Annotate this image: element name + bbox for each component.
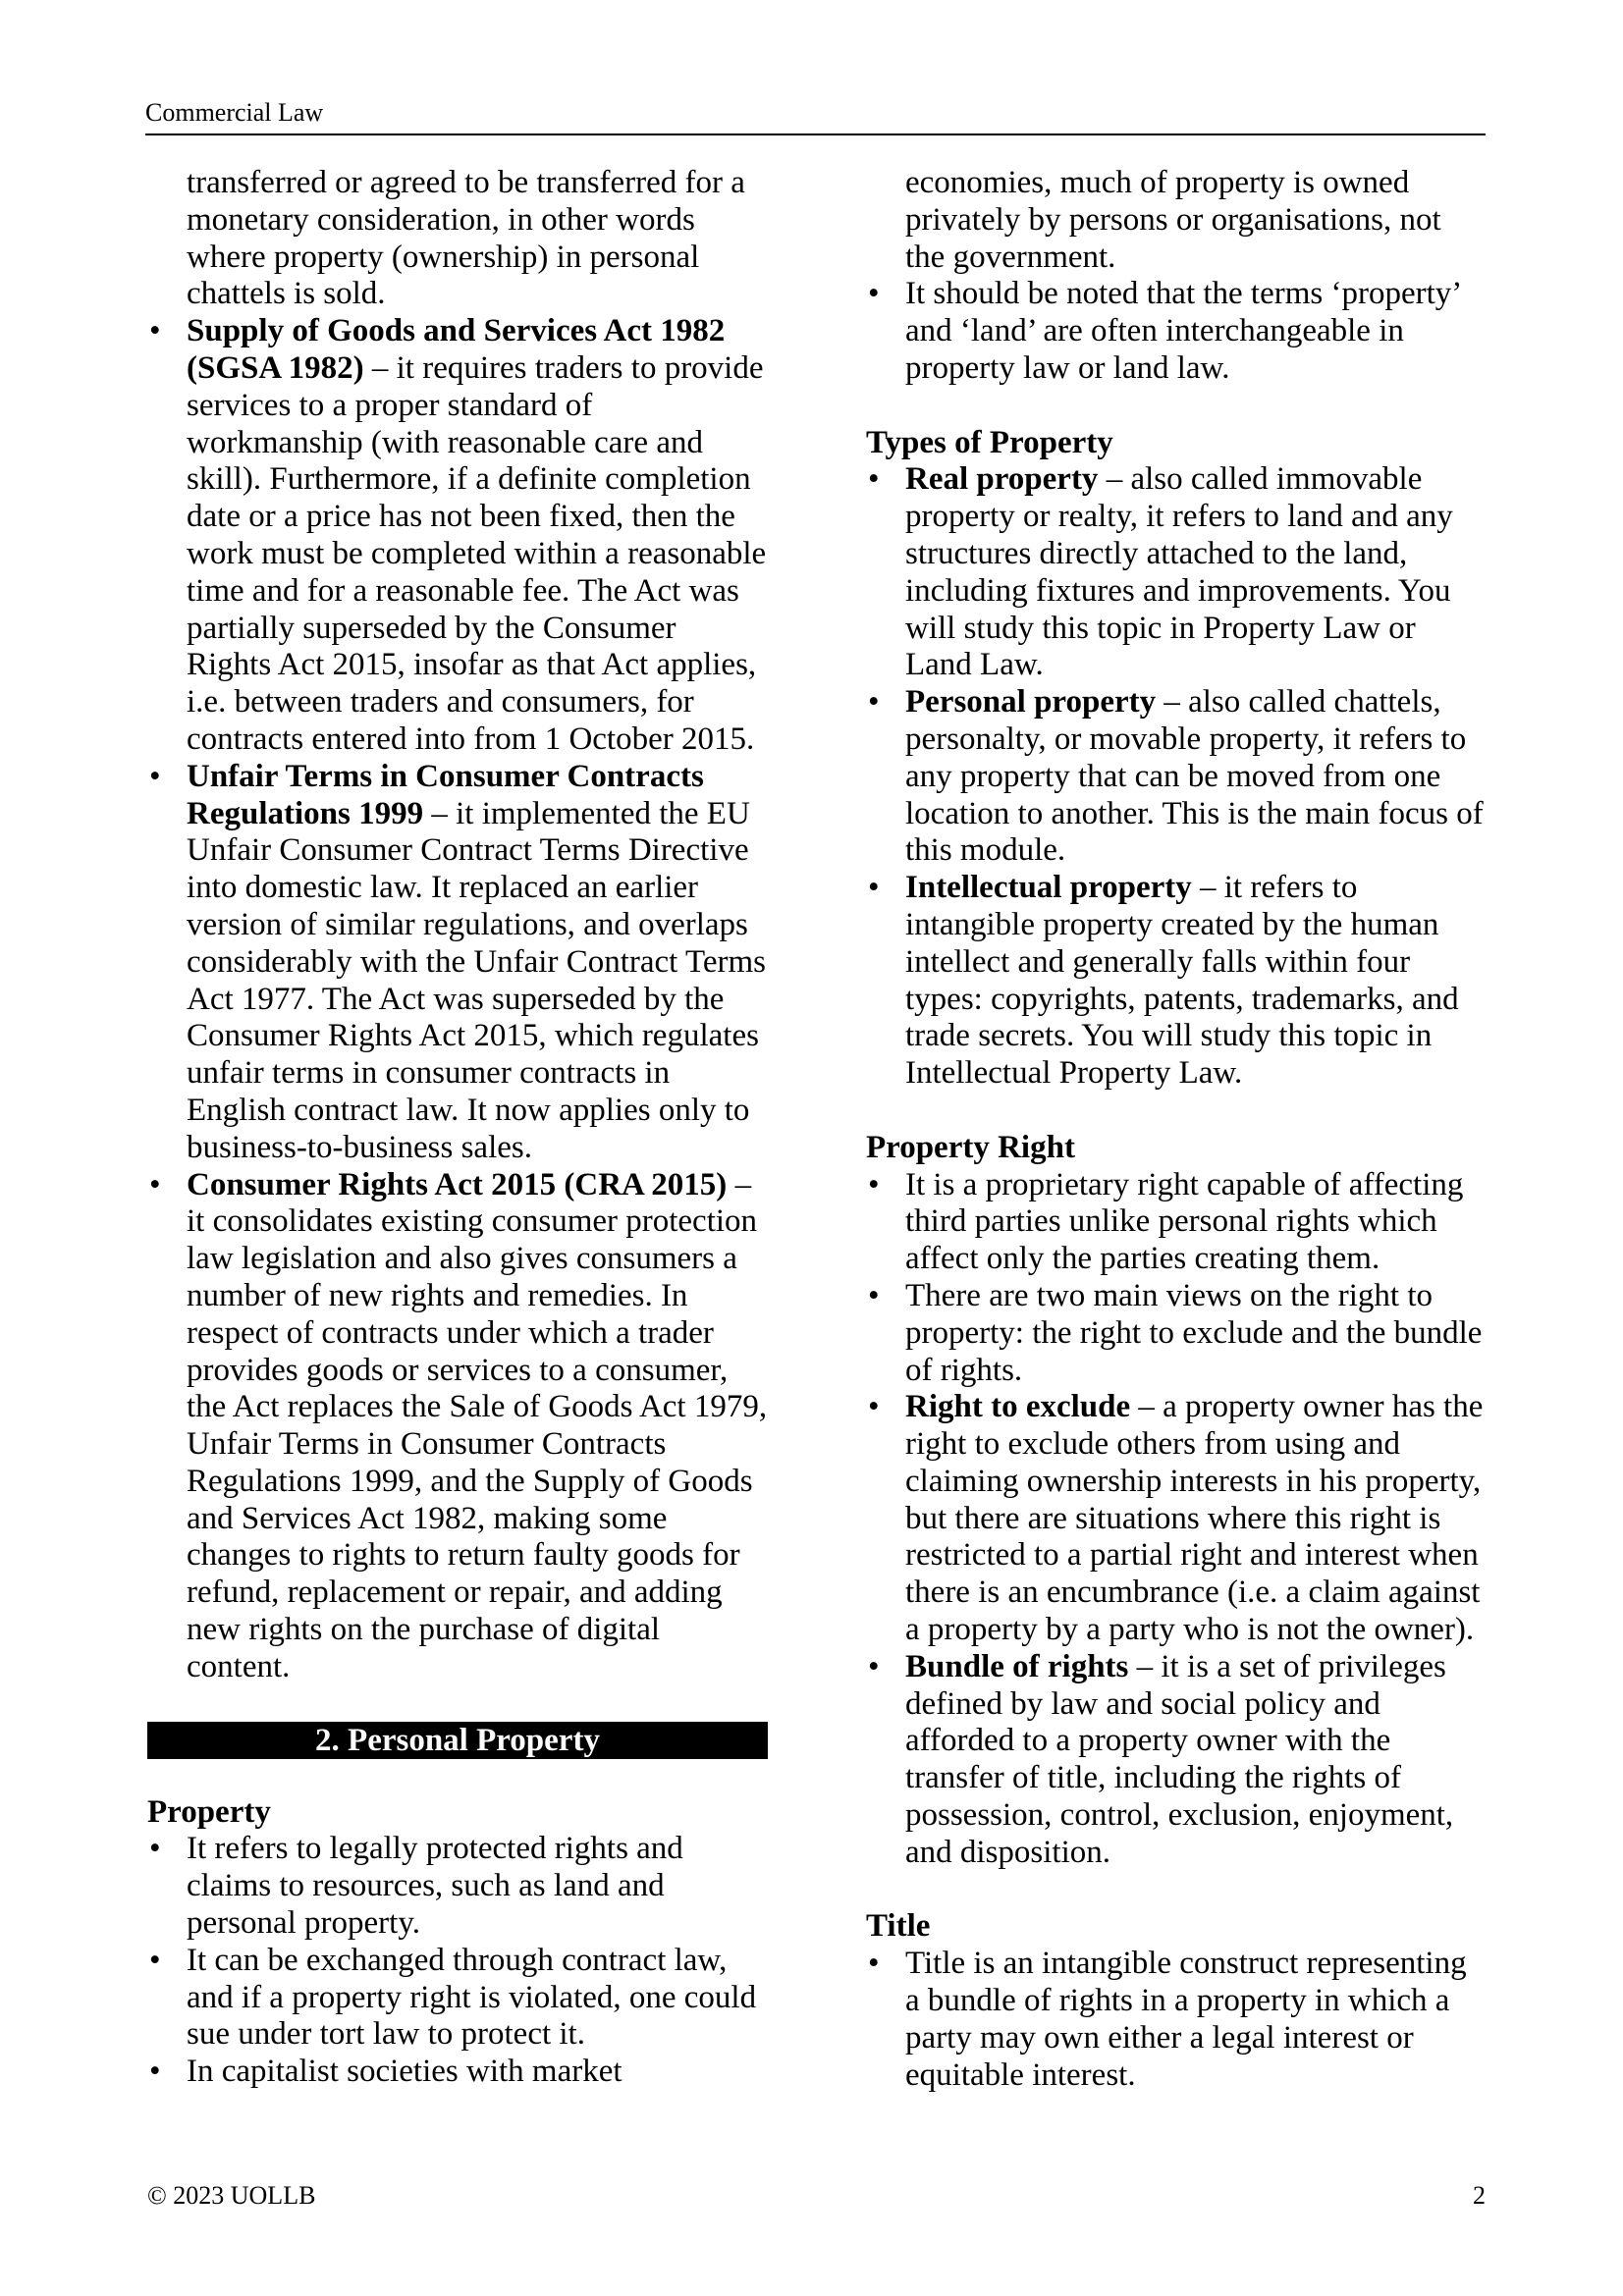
list-item: • In capitalist societies with market xyxy=(147,2054,768,2091)
list-item xyxy=(866,1649,1487,1872)
property-right-heading: Property Right xyxy=(866,1129,1075,1165)
footer-copyright: © 2023 UOLLB xyxy=(147,2181,316,2210)
bullet-term: Supply of Goods and Services Act 1982 (SGSA 1982) xyxy=(187,313,726,386)
property-right-list xyxy=(866,1167,1487,1872)
property-list xyxy=(147,1831,768,2091)
list-item: • It should be noted that the terms ‘property’ and ‘land’ are often interchangeable in property law or land law. xyxy=(866,276,1487,387)
bullet-text: – a property owner has the right to exclude others from using and claiming ownership interests in his property, but there are situations where this right is restricted to a partial right and interest when there is an encumbrance (i.e. a claim against a property by a party who is not the owner). xyxy=(905,1389,1484,1648)
types-of-property-heading: Types of Property xyxy=(866,424,1113,460)
bullet-term: Right to exclude xyxy=(905,1389,1131,1425)
list-item: • It is a proprietary right capable of affecting third parties unlike personal rights which affect only the parties creating them. xyxy=(866,1167,1487,1278)
continuation-paragraph: economies, much of property is owned privately by persons or organisations, not the government. xyxy=(905,165,1441,275)
list-item xyxy=(866,461,1487,684)
property-heading: Property xyxy=(147,1793,271,1830)
bullet-term: Intellectual property xyxy=(905,870,1192,906)
bullet-term: Unfair Terms in Consumer Contracts Regulations 1999 xyxy=(187,758,704,831)
list-item xyxy=(147,1167,768,1686)
bullet-text: – it requires traders to provide services to a proper standard of workmanship (with reasonable care and skill). Furthermore, if a definite completion date or a price has not been fixed, then the work must be completed within a reasonable time and for a reasonable fee. The Act was partially superseded by the Consumer Rights Act 2015, insofar as that Act applies, i.e. between traders and consumers, for contracts entered into from 1 October 2015. xyxy=(187,349,767,757)
list-item xyxy=(147,313,768,759)
bullet-text: – it is a set of privileges defined by law and social policy and afforded to a property owner with the transfer of title, including the rights of possession, control, exclusion, enjoyment, and disposition. xyxy=(905,1648,1454,1870)
list-item xyxy=(866,1389,1487,1649)
list-item: • Title is an intangible construct representing a bundle of rights in a property in which a party may own either a legal interest or equitable interest. xyxy=(866,1946,1487,2094)
header-title: Commercial Law xyxy=(145,98,324,127)
legislation-list xyxy=(147,313,768,1685)
continuation-paragraph: transferred or agreed to be transferred for a monetary consideration, in other words where property (ownership) in personal chattels is sold. xyxy=(187,165,745,312)
page-header xyxy=(145,98,1486,135)
list-item: • It can be exchanged through contract law, and if a property right is violated, one could sue under tort law to protect it. xyxy=(147,1943,768,2054)
bullet-text: – also called chattels, personalty, or movable property, it refers to any property that can be moved from one location to another. This is the main focus of this module. xyxy=(905,684,1484,869)
bullet-text: – also called immovable property or realty, it refers to land and any structures directly attached to the land, including fixtures and improvements. You will study this topic in Property Law or Land Law. xyxy=(905,461,1453,683)
list-item xyxy=(866,684,1487,870)
bullet-term: Consumer Rights Act 2015 (CRA 2015) xyxy=(187,1166,728,1202)
bullet-text: – it refers to intangible property created by the human intellect and generally falls within four types: copyrights, patents, trademarks, and trade secrets. You will study this topic in Intellectual Property Law. xyxy=(905,870,1459,1092)
list-item xyxy=(147,759,768,1167)
section-title-bar: 2. Personal Property xyxy=(147,1722,768,1759)
page-footer xyxy=(147,2181,1486,2211)
title-heading: Title xyxy=(866,1908,931,1945)
page-number: 2 xyxy=(1473,2181,1486,2210)
continuation-list xyxy=(866,276,1487,387)
list-item: • It refers to legally protected rights and claims to resources, such as land and personal property. xyxy=(147,1831,768,1942)
bullet-text: – it implemented the EU Unfair Consumer Contract Terms Directive into domestic law. It replaced an earlier version of similar regulations, and overlaps considerably with the Unfair Contract Terms Act 1977. The Act was superseded by the Consumer Rights Act 2015, which regulates unfair terms in consumer contracts in English contract law. It now applies only to business-to-business sales. xyxy=(187,795,767,1165)
types-list xyxy=(866,461,1487,1093)
right-column xyxy=(866,165,1487,2094)
list-item xyxy=(866,870,1487,1093)
bullet-term: Bundle of rights xyxy=(905,1648,1129,1684)
title-list xyxy=(866,1946,1487,2094)
bullet-term: Real property xyxy=(905,461,1099,498)
list-item: • There are two main views on the right to property: the right to exclude and the bundle of rights. xyxy=(866,1278,1487,1389)
bullet-term: Personal property xyxy=(905,684,1157,721)
bullet-text: – it consolidates existing consumer protection law legislation and also gives consumers a number of new rights and remedies. In respect of contracts under which a trader provides goods or services to a consumer, the Act replaces the Sale of Goods Act 1979, Unfair Terms in Consumer Contracts Regulations 1999, and the Supply of Goods and Services Act 1982, making some changes to rights to return faulty goods for refund, replacement or repair, and adding new rights on the purchase of digital content. xyxy=(187,1166,768,1684)
left-column xyxy=(147,165,768,2091)
